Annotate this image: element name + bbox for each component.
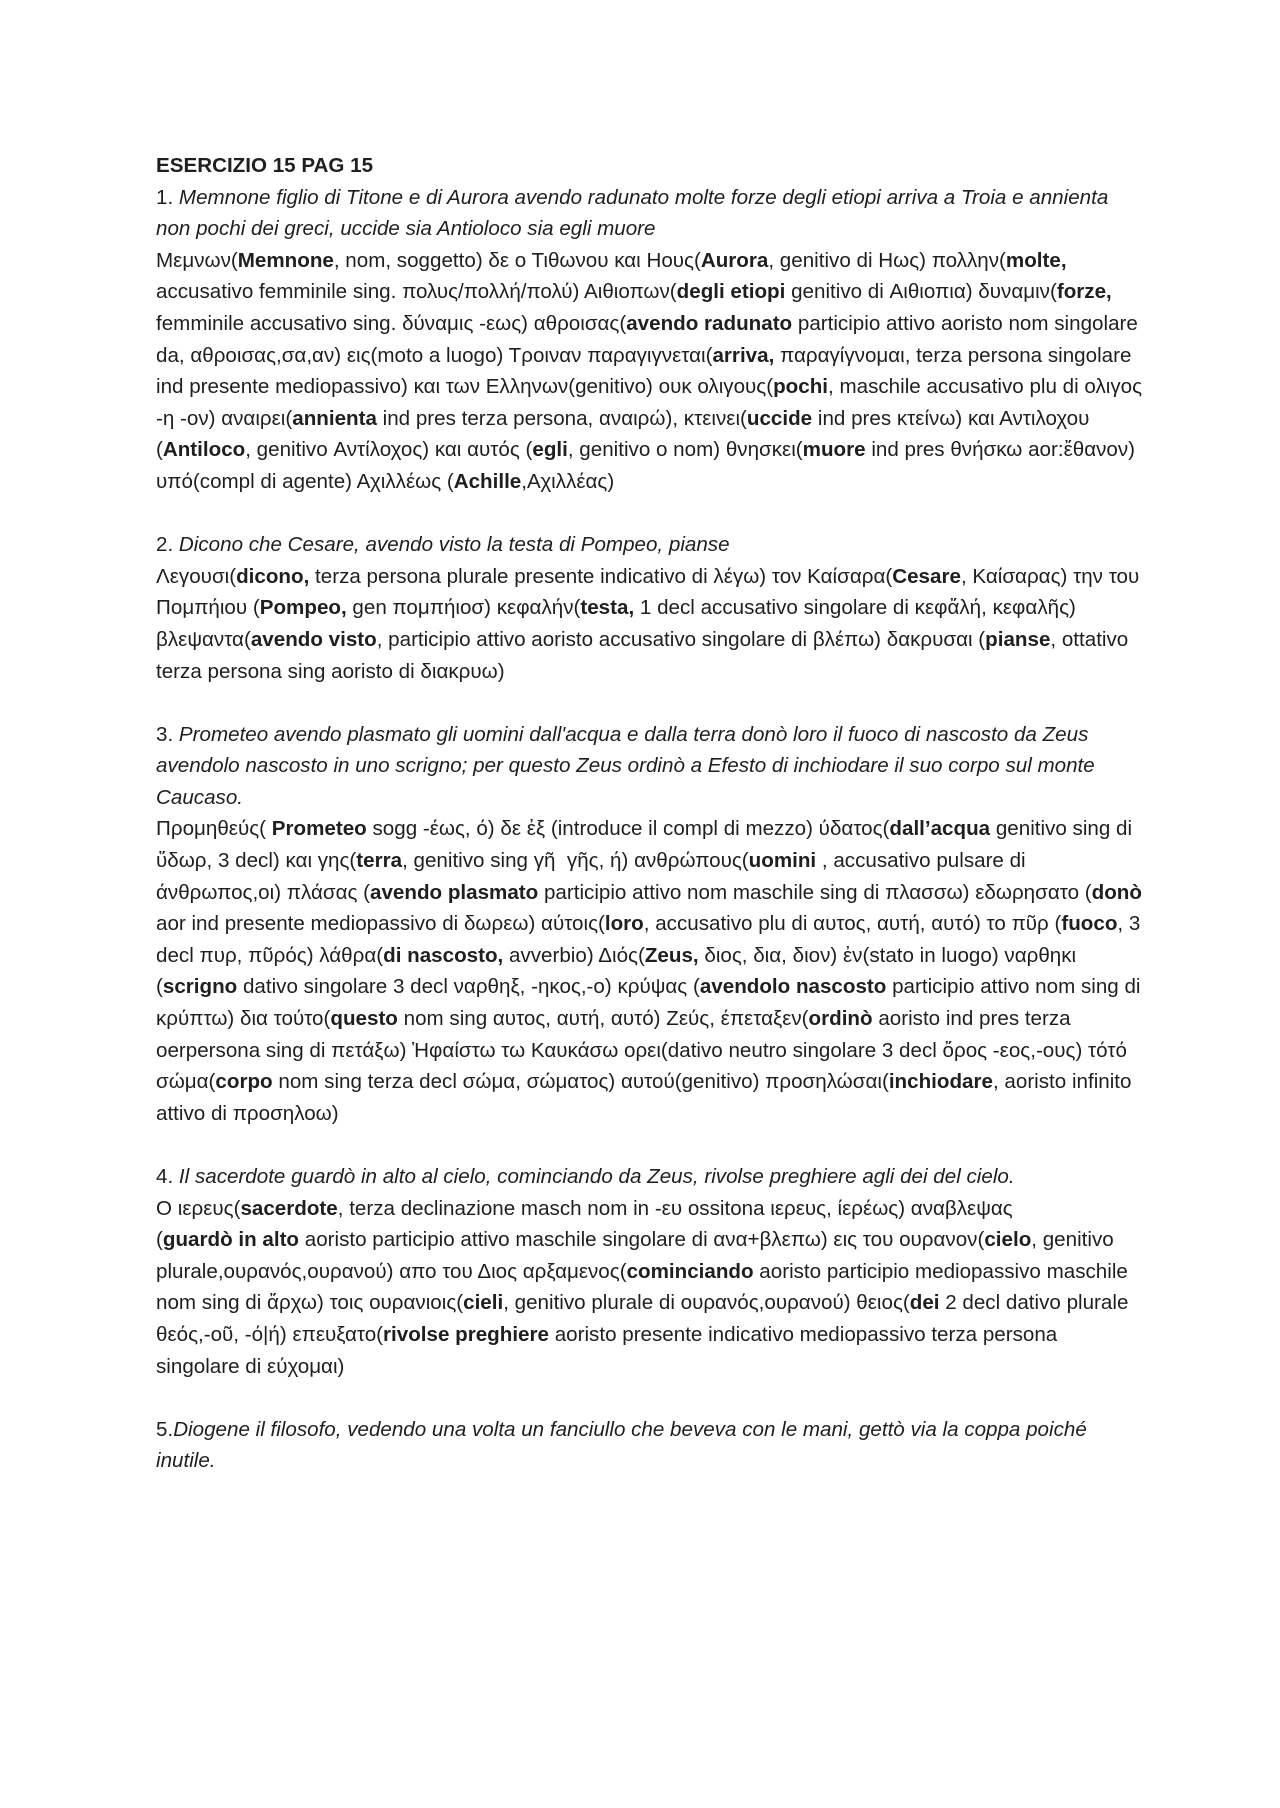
exercise-sentence <box>156 1414 1146 1477</box>
exercise-number: 4. <box>156 1165 174 1188</box>
exercise-sentence <box>156 182 1146 245</box>
greek-analysis: Προμηθεύς( Prometeo sogg -έως, ό) δε ἐξ (introduce il compl di mezzo) ύδατος(dall’acqua genitivo sing di ὕδωρ, 3 decl) και γης(terra, genitivo sing γῆ γῆς, ή) ανθρώπους(uomini , accusativo pulsare di άνθρωπος,οι) πλάσας (avendo plasmato participio attivo nom maschile sing di πλασσω) εδωρησατο (donò aor ind presente mediopassivo di δωρεω) αύτοις(loro, accusativo plu di αυτος, αυτή, αυτό) το πῦρ (fuoco, 3 decl πυρ, πῦρός) λάθρα(di nascosto, avverbio) Διός(Zeus, διος, δια, διον) ἐν(stato in luogo) ναρθηκι (scrigno dativo singolare 3 decl ναρθηξ, -ηκος,-ο) κρύψας (avendolo nascosto participio attivo nom sing di κρύπτω) δια τούτο(questo nom sing αυτος, αυτή, αυτό) Ζεύς, έπεταξεν(ordinò aoristo ind pres terza oerpersona sing di πετάξω) Ἡφαίστω τω Καυκάσω ορει(dativo neutro singolare 3 decl ὄρος -εος,-ους) τότό σώμα(corpo nom sing terza decl σώμα, σώματος) αυτού(genitivo) προσηλώσαι(inchiodare, aoristo infinito attivo di προσηλοω) <box>156 817 1142 1125</box>
exercise-1 <box>156 182 1146 498</box>
exercise-sentence <box>156 1161 1146 1193</box>
exercise-number: 3. <box>156 722 174 746</box>
document-title: ESERCIZIO 15 PAG 15 <box>156 154 374 177</box>
exercise-5 <box>156 1414 1146 1477</box>
exercise-sentence <box>156 529 1146 561</box>
italian-sentence: Prometeo avendo plasmato gli uomini dall'acqua e dalla terra donò loro il fuoco di nascosto da Zeus avendolo nascosto in uno scrigno; per questo Zeus ordinò a Efesto di inchiodare il suo corpo sul monte Caucaso. <box>156 722 1095 809</box>
exercise-3 <box>156 719 1146 1130</box>
italian-sentence: Dicono che Cesare, avendo visto la testa di Pompeo, pianse <box>178 533 730 557</box>
exercise-number: 1. <box>156 185 174 209</box>
greek-analysis: (guardò in alto aoristo participio attivo maschile singolare di ανα+βλεπω) εις του ουρανον(cielo, genitivo plurale,ουρανός,ουρανού) απο του Διος αρξαμενος(cominciando aoristo participio mediopassivo maschile nom sing di ἄρχω) τοις ουρανιοις(cieli, genitivo plurale di ουρανός,ουρανού) θειος(dei 2 decl dativo plurale θεός,-οῦ, -ό|ή) επευξατο(rivolse preghiere aoristo presente indicativo mediopassivo terza persona singolare di εύχομαι) <box>156 1228 1129 1378</box>
greek-analysis: Λεγουσι(dicono, terza persona plurale presente indicativo di λέγω) τον Καίσαρα(Cesare, Καίσαρας) την του Πομπήιου (Pompeo, gen πομπήιοσ) κεφαλήν(testa, 1 decl accusativo singolare di κεφἄλή, κεφαλῆς) βλεψαντα(avendo visto, participio attivo aoristo accusativo singolare di βλέπω) δακρυσαι (pianse, ottativo terza persona sing aoristo di διακρυω) <box>156 564 1140 683</box>
exercise-4 <box>156 1161 1146 1382</box>
exercise-number: 5. <box>156 1417 174 1441</box>
italian-sentence: Memnone figlio di Titone e di Aurora avendo radunato molte forze degli etiopi arriva a Troia e annienta non pochi dei greci, uccide sia Antioloco sia egli muore <box>156 185 1109 241</box>
document-page <box>156 150 1146 1477</box>
greek-analysis-line: Ο ιερευς(sacerdote, terza declinazione masch nom in -ευ ossitona ιερευς, ίερέως) αναβλεψας <box>156 1196 1013 1220</box>
exercise-sentence <box>156 719 1146 814</box>
exercise-2 <box>156 529 1146 687</box>
exercise-number: 2. <box>156 533 174 557</box>
italian-sentence: Diogene il filosofo, vedendo una volta un fanciullo che beveva con le mani, gettò via la coppa poiché inutile. <box>156 1417 1087 1473</box>
italian-sentence: Il sacerdote guardò in alto al cielo, cominciando da Zeus, rivolse preghiere agli dei del cielo. <box>178 1165 1015 1188</box>
greek-analysis: Μεμνων(Memnone, nom, soggetto) δε ο Τιθωνου και Ηους(Aurora, genitivo di Ηως) πολλην(molte, accusativo femminile sing. πολυς/πολλή/πολύ) Αιθιοπων(degli etiopi genitivo di Αιθιοπια) δυναμιν(forze, femminile accusativo sing. δύναμις -εως) αθροισας(avendo radunato participio attivo aoristo nom singolare da, αθροισας,σα,αν) εις(moto a luogo) Τροιναν παραγιγνεται(arriva, παραγίγνομαι, terza persona singolare ind presente mediopassivo) και των Ελληνων(genitivo) ουκ ολιγους(pochi, maschile accusativo plu di ολιγος -η -ον) αναιρει(annienta ind pres terza persona, αναιρώ), κτεινει(uccide ind pres κτείνω) και Αντιλοχου (Antiloco, genitivo Αντίλοχος) και αυτός (egli, genitivo o nom) θνησκει(muore ind pres θνήσκω aor:ἔθανον) υπό(compl di agente) Αχιλλέως (Achille,Αχιλλέας) <box>156 248 1143 493</box>
